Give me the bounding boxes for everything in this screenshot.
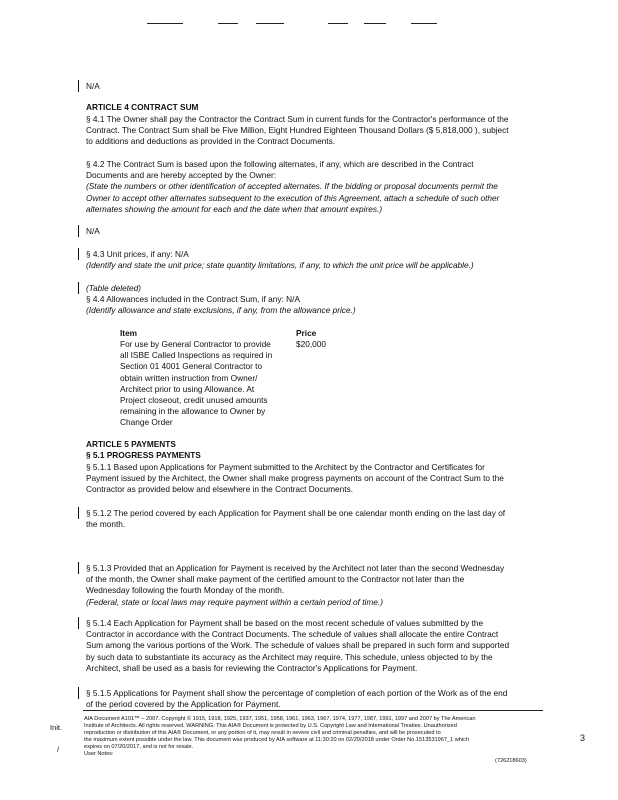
section-4-1-line: Contract. The Contract Sum shall be Five Million, Eight Hundred Eighteen Thousand Dollars ($ 5,818,000 ), subject (86, 125, 509, 136)
section-5-1-3-note: (Federal, state or local laws may require payment within a certain period of time.) (86, 596, 383, 607)
section-4-2-note: alternates showing the amount for each and the date when that amount expires.) (86, 203, 383, 214)
section-4-4 (86, 283, 356, 317)
footer-rule (83, 710, 543, 711)
section-4-2-line: Documents and are hereby accepted by the Owner: (86, 170, 277, 181)
section-5-1-2-line: § 5.1.2 The period covered by each Application for Payment shall be one calendar month ending on the last day of (86, 508, 506, 518)
section-5-1-3-line: of the month, the Owner shall make payment of the certified amount to the Contractor not later than the (86, 574, 465, 585)
section-5-1-5-line: § 5.1.5 Applications for Payment shall show the percentage of completion of each portion of the Work as of the end (86, 688, 508, 698)
revision-bar (78, 562, 79, 574)
user-notes-label: User Notes: (84, 751, 114, 757)
section-4-2 (86, 159, 499, 215)
section-4-2-note: (State the numbers or other identification of accepted alternates. If the bidding or proposal documents permit the (86, 181, 498, 192)
section-4-2-line: § 4.2 The Contract Sum is based upon the following alternates, if any, which are described in the Contract (86, 159, 474, 169)
allowance-item-line: obtain written instruction from Owner/ (120, 372, 258, 383)
section-5-1-3 (86, 563, 504, 608)
section-5-1-1-line: Contractor as provided below and elsewhere in the Contract Documents. (86, 484, 354, 495)
allowance-item-line: Change Order (120, 417, 173, 428)
section-5-1-1-line: § 5.1.1 Based upon Applications for Payment submitted to the Architect by the Contractor and Certificates for (86, 462, 485, 472)
section-5-1-3-line: § 5.1.3 Provided that an Application for Payment is received by the Architect not later than the second Wednesday (86, 563, 505, 573)
section-5-1-heading: § 5.1 PROGRESS PAYMENTS (86, 450, 201, 460)
article-5-heading: ARTICLE 5 PAYMENTS (86, 439, 176, 449)
header-rule (364, 23, 386, 24)
allowance-col-item: Item (120, 328, 138, 338)
section-4-1 (86, 114, 509, 148)
allowance-item (120, 339, 272, 429)
header-rule (256, 23, 284, 24)
copyright-line: the maximum extent possible under the law. This document was produced by AIA software at 11:30:20 on 02/20/2018 under Order No.1513531967_1 which (84, 737, 470, 743)
header-rule (411, 23, 437, 24)
section-5-1-1 (86, 462, 504, 496)
section-4-1-line: to additions and deductions as provided in the Contract Documents. (86, 136, 336, 147)
header-rule (218, 23, 238, 24)
section-5-1-4-line: by such data to substantiate its accuracy as the Architect may require. This schedule, unless objected to by the (86, 651, 493, 662)
page-number: 3 (580, 733, 586, 743)
section-5-1-5-line: of the period covered by the Application for Payment. (86, 699, 281, 710)
section-5-1-4 (86, 618, 509, 674)
allowance-item-line: Architect prior to using Allowance. At (120, 383, 255, 394)
section-5-1-2-line: the month. (86, 519, 126, 530)
section-5-1-4-line: Sum among the various portions of the Work. The schedule of values shall be prepared in such form and supported (86, 640, 510, 651)
article-4-heading: ARTICLE 4 CONTRACT SUM (86, 102, 199, 112)
copyright-line: AIA Document A101™ – 2007. Copyright © 1915, 1918, 1925, 1937, 1951, 1958, 1961, 1963, 1967, 1974, 1977, 1987, 1991, 1997 and 2007 by The American (84, 716, 476, 722)
copyright-line: reproduction or distribution of this AIA® Document, or any portion of it, may result in severe civil and criminal penalties, and will be prosecuted to (84, 730, 441, 736)
section-5-1-1-line: Payment issued by the Architect, the Owner shall make progress payments on account of the Contract Sum to the (86, 473, 504, 484)
revision-bar (78, 687, 79, 699)
revision-bar (78, 282, 79, 294)
revision-bar (78, 617, 79, 629)
header-rule (328, 23, 348, 24)
section-4-3 (86, 249, 474, 271)
section-5-1-3-line: Wednesday following the fourth Monday of the month. (86, 585, 285, 596)
section-4-3-note: (Identify and state the unit price; state quantity limitations, if any, to which the unit price will be applicable.) (86, 260, 474, 271)
copyright-line: expires on 07/20/2017, and is not for resale. (84, 744, 194, 750)
allowance-item-line: Project closeout, credit unused amounts (120, 395, 268, 406)
section-4-4-note: (Identify allowance and state exclusions, if any, from the allowance price.) (86, 305, 356, 316)
table-deleted-note: (Table deleted) (86, 283, 142, 293)
na-text: N/A (86, 81, 100, 91)
section-4-4-line: § 4.4 Allowances included in the Contract Sum, if any: N/A (86, 294, 300, 305)
allowance-item-line: Section 01 4001 General Contractor to (120, 361, 263, 372)
header-rule (147, 23, 183, 24)
allowance-item-line: remaining in the allowance to Owner by (120, 406, 266, 417)
section-5-1-2 (86, 508, 505, 530)
section-4-2-note: Owner to accept other alternates subsequent to the execution of this Agreement, attach a schedule of such other (86, 192, 500, 203)
revision-bar (78, 507, 79, 519)
initials-slash: / (57, 745, 60, 754)
na-text: N/A (86, 226, 100, 236)
section-5-1-4-line: Contractor in accordance with the Contract Documents. The schedule of values shall allocate the entire Contract (86, 629, 499, 640)
section-4-1-line: § 4.1 The Owner shall pay the Contractor the Contract Sum in current funds for the Contractor's performance of the (86, 114, 509, 124)
allowance-price: $20,000 (296, 339, 326, 349)
allowance-item-line: For use by General Contractor to provide (120, 339, 271, 349)
section-5-1-4-line: Architect, shall be used as a basis for reviewing the Contractor's Applications for Payment. (86, 662, 418, 673)
section-5-1-4-line: § 5.1.4 Each Application for Payment shall be based on the most recent schedule of values submitted by the (86, 618, 484, 628)
section-5-1-5 (86, 688, 507, 710)
allowance-col-price: Price (296, 328, 317, 338)
revision-bar (78, 80, 79, 92)
document-code: (726218603) (495, 758, 527, 764)
initials-label: Init. (50, 723, 63, 732)
section-4-3-line: § 4.3 Unit prices, if any: N/A (86, 249, 189, 259)
copyright-line: Institute of Architects. All rights reserved. WARNING: This AIA® Document is protected by U.S. Copyright Law and International Treaties. Unauthorized (84, 723, 457, 729)
revision-bar (78, 225, 79, 237)
allowance-item-line: all ISBE Called Inspections as required in (120, 350, 273, 361)
copyright-notice (84, 716, 476, 758)
revision-bar (78, 248, 79, 260)
